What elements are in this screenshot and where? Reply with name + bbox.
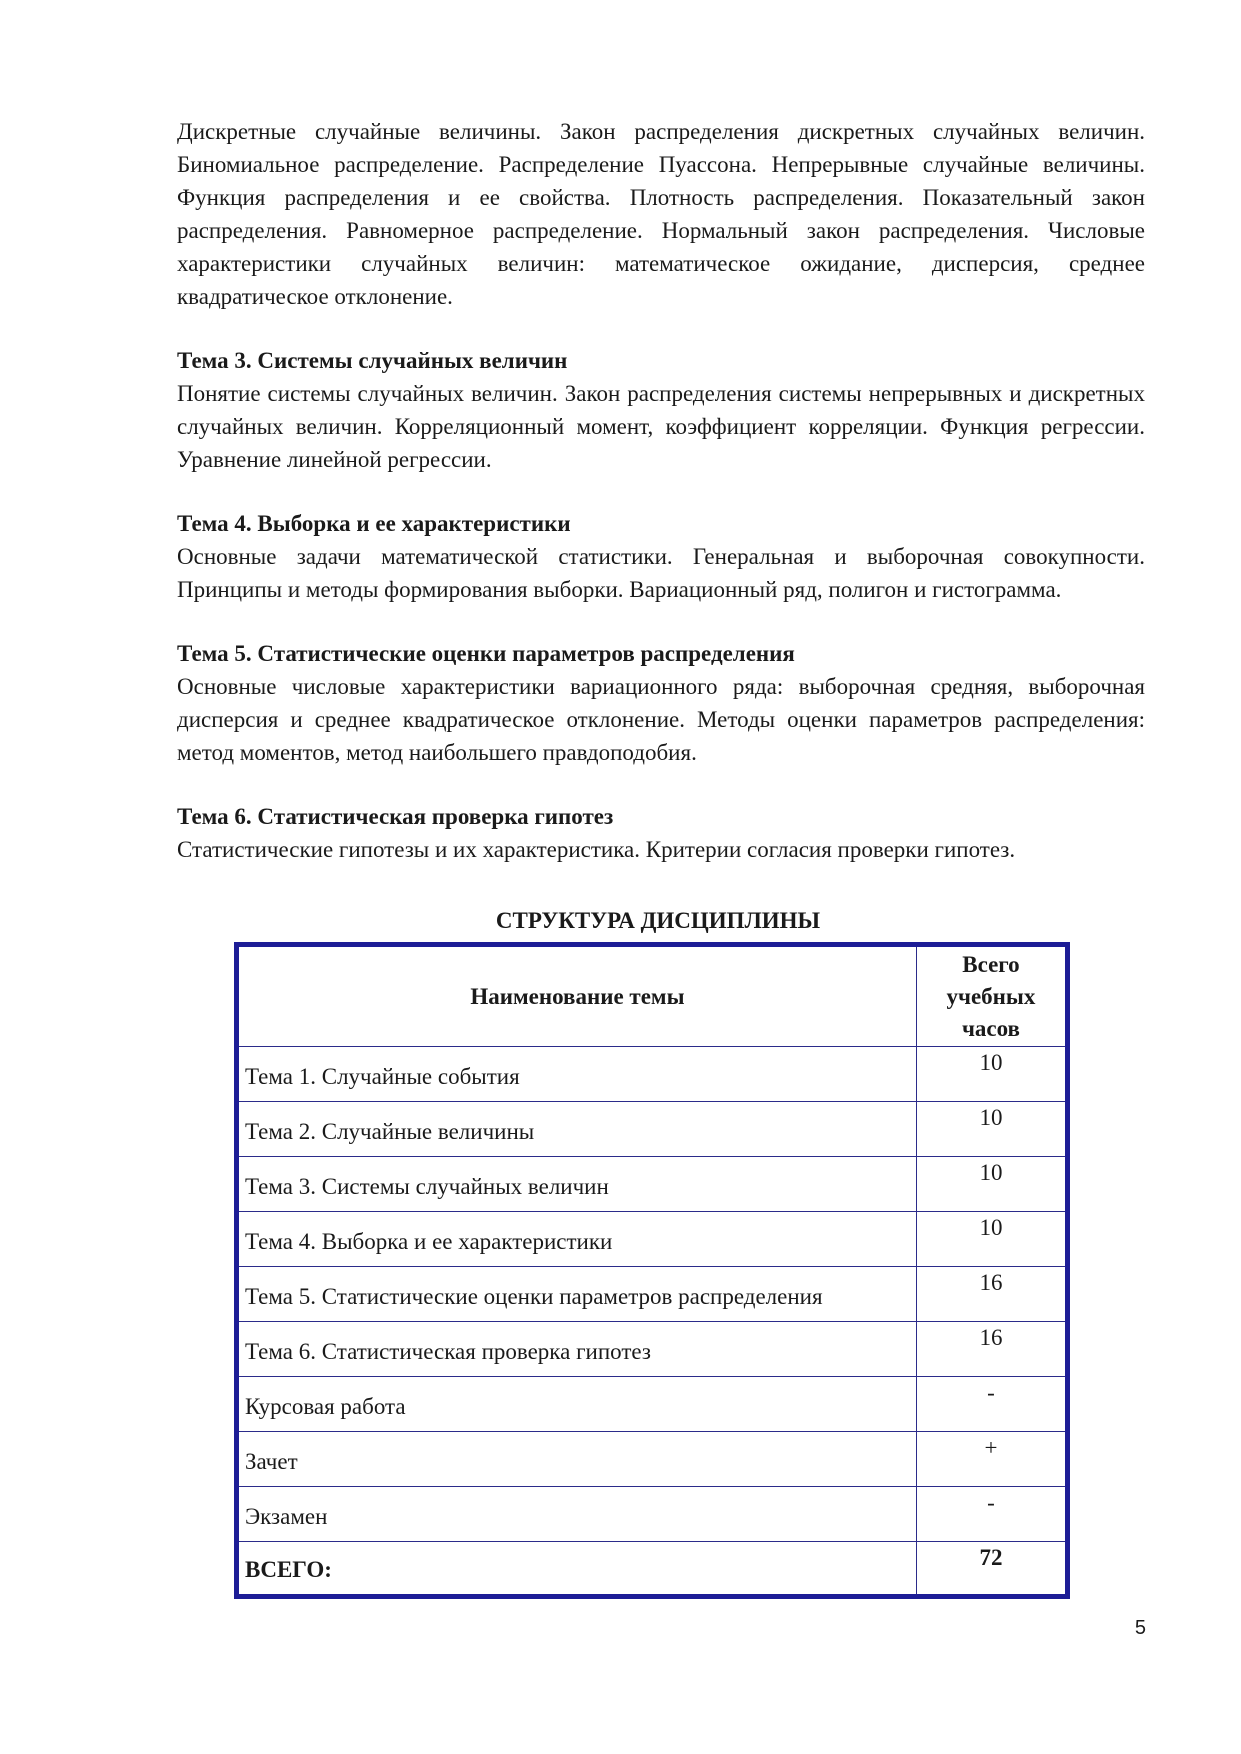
section-text: Основные задачи математической статистики. Генеральная и выборочная совокупности. Принципы и методы формирования выборки. Вариационный ряд, полигон и гистограмма.: [177, 544, 1145, 602]
row-topic-name: Тема 6. Статистическая проверка гипотез: [237, 1322, 917, 1377]
row-hours: 10: [916, 1212, 1067, 1267]
page-number: 5: [1134, 1617, 1146, 1639]
intro-paragraph: Дискретные случайные величины. Закон распределения дискретных случайных величин. Биномиальное распределение. Распределение Пуассона. Непрерывные случайные величины. Функция распределения и ее свойства. Плотность распределения. Показательный закон распределения. Равномерное распределение. Нормальный закон распределения. Числовые характеристики случайных величин: математическое ожидание, дисперсия, среднее квадратическое отклонение.: [177, 119, 1145, 309]
row-topic-name: Тема 5. Статистические оценки параметров распределения: [237, 1267, 917, 1322]
table-row: [237, 1047, 1068, 1102]
table-row: [237, 1212, 1068, 1267]
row-topic-name: Тема 1. Случайные события: [237, 1047, 917, 1102]
section-topic-6: [177, 800, 1145, 866]
row-hours: 10: [916, 1102, 1067, 1157]
row-topic-name: Курсовая работа: [237, 1377, 917, 1432]
header-topic-name: Наименование темы: [237, 945, 917, 1047]
table-header-row: [237, 945, 1068, 1047]
table-row: [237, 1322, 1068, 1377]
row-hours: -: [916, 1487, 1067, 1542]
table-row: [237, 1267, 1068, 1322]
structure-table-title: СТРУКТУРА ДИСЦИПЛИНЫ: [495, 908, 821, 933]
row-hours: +: [916, 1432, 1067, 1487]
table-row: [237, 1102, 1068, 1157]
header-total-hours: Всего учебных часов: [916, 945, 1067, 1047]
section-text: Статистические гипотезы и их характеристика. Критерии согласия проверки гипотез.: [177, 837, 1016, 862]
row-topic-name: Тема 3. Системы случайных величин: [237, 1157, 917, 1212]
section-title: Тема 6. Статистическая проверка гипотез: [177, 804, 614, 829]
table-row: [237, 1432, 1068, 1487]
table-total-row: [237, 1542, 1068, 1597]
table-row: [237, 1487, 1068, 1542]
table-row: [237, 1377, 1068, 1432]
section-topic-4: [177, 507, 1145, 606]
total-label: ВСЕГО:: [237, 1542, 917, 1597]
section-text: Понятие системы случайных величин. Закон распределения системы непрерывных и дискретных случайных величин. Корреляционный момент, коэффициент корреляции. Функция регрессии. Уравнение линейной регрессии.: [177, 381, 1145, 472]
row-topic-name: Тема 4. Выборка и ее характеристики: [237, 1212, 917, 1267]
section-title: Тема 4. Выборка и ее характеристики: [177, 511, 571, 536]
row-hours: 16: [916, 1322, 1067, 1377]
row-hours: 16: [916, 1267, 1067, 1322]
row-hours: -: [916, 1377, 1067, 1432]
total-hours: 72: [916, 1542, 1067, 1597]
row-hours: 10: [916, 1157, 1067, 1212]
section-topic-3: [177, 344, 1145, 476]
row-topic-name: Зачет: [237, 1432, 917, 1487]
row-hours: 10: [916, 1047, 1067, 1102]
section-text: Основные числовые характеристики вариационного ряда: выборочная средняя, выборочная дисперсия и среднее квадратическое отклонение. Методы оценки параметров распределения: метод моментов, метод наибольшего правдоподобия.: [177, 674, 1145, 765]
row-topic-name: Экзамен: [237, 1487, 917, 1542]
document-body: [177, 115, 1145, 866]
section-title: Тема 3. Системы случайных величин: [177, 348, 568, 373]
structure-table: [234, 942, 1070, 1599]
table-row: [237, 1157, 1068, 1212]
section-topic-5: [177, 637, 1145, 769]
section-title: Тема 5. Статистические оценки параметров распределения: [177, 641, 795, 666]
row-topic-name: Тема 2. Случайные величины: [237, 1102, 917, 1157]
